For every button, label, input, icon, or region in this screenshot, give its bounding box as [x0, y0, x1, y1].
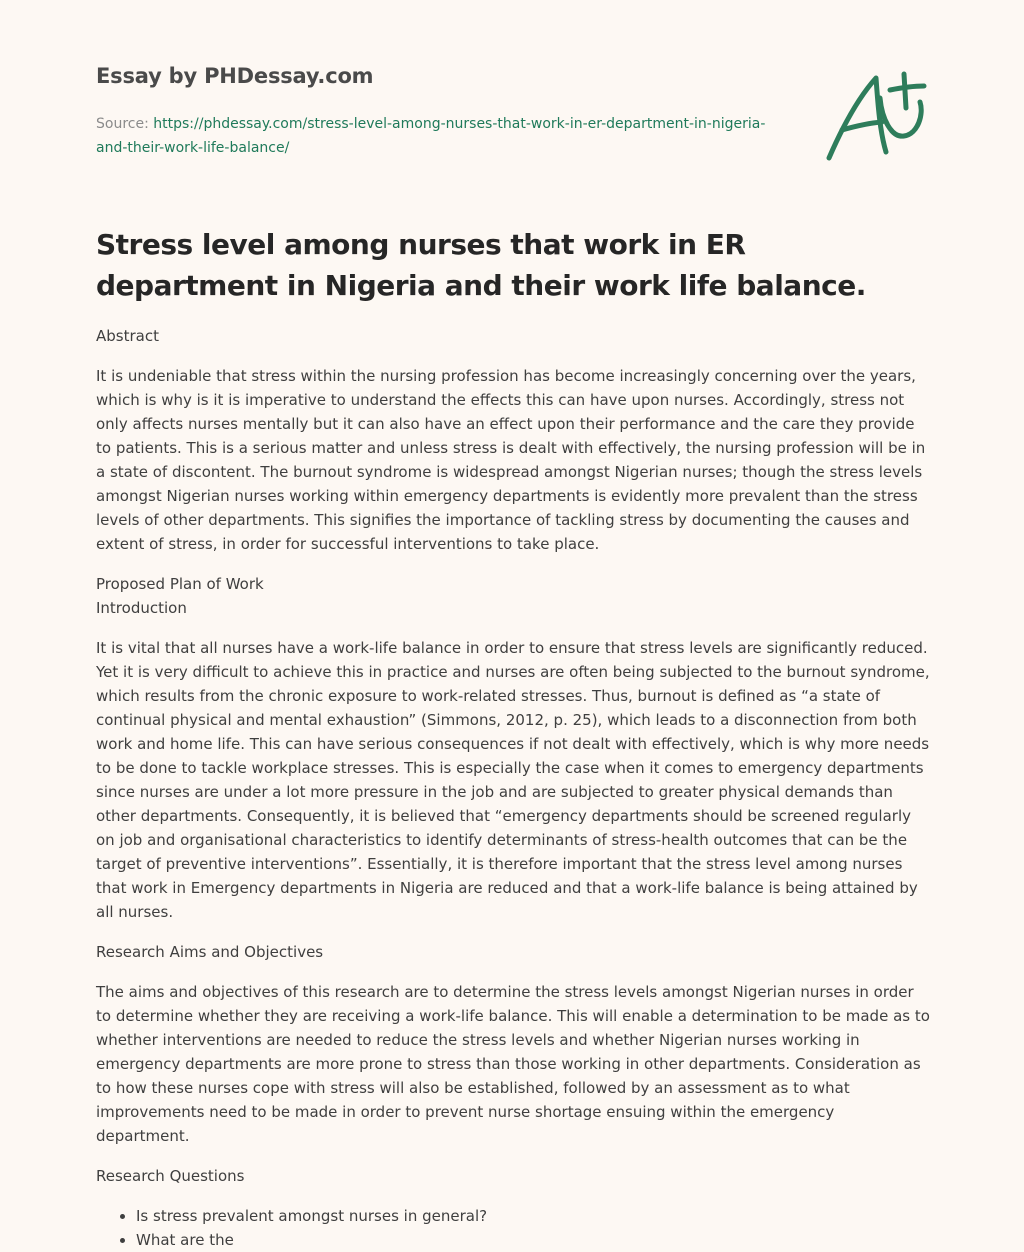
document-title: Stress level among nurses that work in ER department in Nigeria and their work life balance. — [96, 228, 866, 302]
questions-list — [96, 1204, 932, 1252]
abstract-paragraph: It is undeniable that stress within the nursing profession has become increasingly concerning over the years, which is why is it is imperative to understand the effects this can have upon nurses. Accordingly, stress not only affects nurses mentally but it can also have an effect upon their performance and the care they provide to patients. This is a serious matter and unless stress is dealt with effectively, the nursing profession will be in a state of discontent. The burnout syndrome is widespread amongst Nigerian nurses; though the stress levels amongst Nigerian nurses working within emergency departments is evidently more prevalent than the stress levels of other departments. This signifies the importance of tackling stress by documenting the causes and extent of stress, in order for successful interventions to take place. — [96, 367, 926, 553]
introduction-heading: Introduction — [96, 599, 187, 617]
aims-heading: Research Aims and Objectives — [96, 943, 324, 961]
plan-headings — [96, 572, 932, 620]
source-label: Source: — [96, 116, 149, 132]
introduction-paragraph: It is vital that all nurses have a work-life balance in order to ensure that stress levels are significantly reduced. Yet it is very difficult to achieve this in practice and nurses are often being subjected to the burnout syndrome, which results from the chronic exposure to work-related stresses. Thus, burnout is defined as “a state of continual physical and mental exhaustion” (Simmons, 2012, p. 25), which leads to a disconnection from both work and home life. This can have serious consequences if not dealt with effectively, which is why more needs to be done to tackle workplace stresses. This is especially the case when it comes to emergency departments since nurses are under a lot more pressure in the job and are subjected to greater physical demands than other departments. Consequently, it is believed that “emergency departments should be screened regularly on job and organisational characteristics to identify determinants of stress-health outcomes that can be the target of preventive interventions”. Essentially, it is therefore important that the stress level among nurses that work in Emergency departments in Nigeria are reduced and that a work-life balance is being attained by all nurses. — [96, 639, 930, 921]
list-item: • Is stress prevalent amongst nurses in general? — [136, 1204, 932, 1228]
abstract-heading: Abstract — [96, 327, 159, 345]
source-line — [96, 112, 796, 160]
site-brand: Essay by PHDessay.com — [96, 64, 374, 88]
aims-paragraph: The aims and objectives of this research are to determine the stress levels amongst Nigerian nurses in order to determine whether they are receiving a work-life balance. This will enable a determination to be made as to whether interventions are needed to reduce the stress levels and whether Nigerian nurses working in emergency departments are more prone to stress than those working in other departments. Consideration as to how these nurses cope with stress will also be established, followed by an assessment as to what improvements need to be made in order to prevent nurse shortage ensuing within the emergency department. — [96, 983, 930, 1145]
list-item: • What are the — [136, 1228, 932, 1252]
a-plus-grade-icon — [820, 68, 930, 168]
source-link[interactable]: https://phdessay.com/stress-level-among-nurses-that-work-in-er-department-in-nigeria-and-their-work-life-balance/ — [96, 116, 766, 156]
plan-heading: Proposed Plan of Work — [96, 575, 264, 593]
document-body — [96, 324, 932, 1252]
questions-heading: Research Questions — [96, 1167, 245, 1185]
